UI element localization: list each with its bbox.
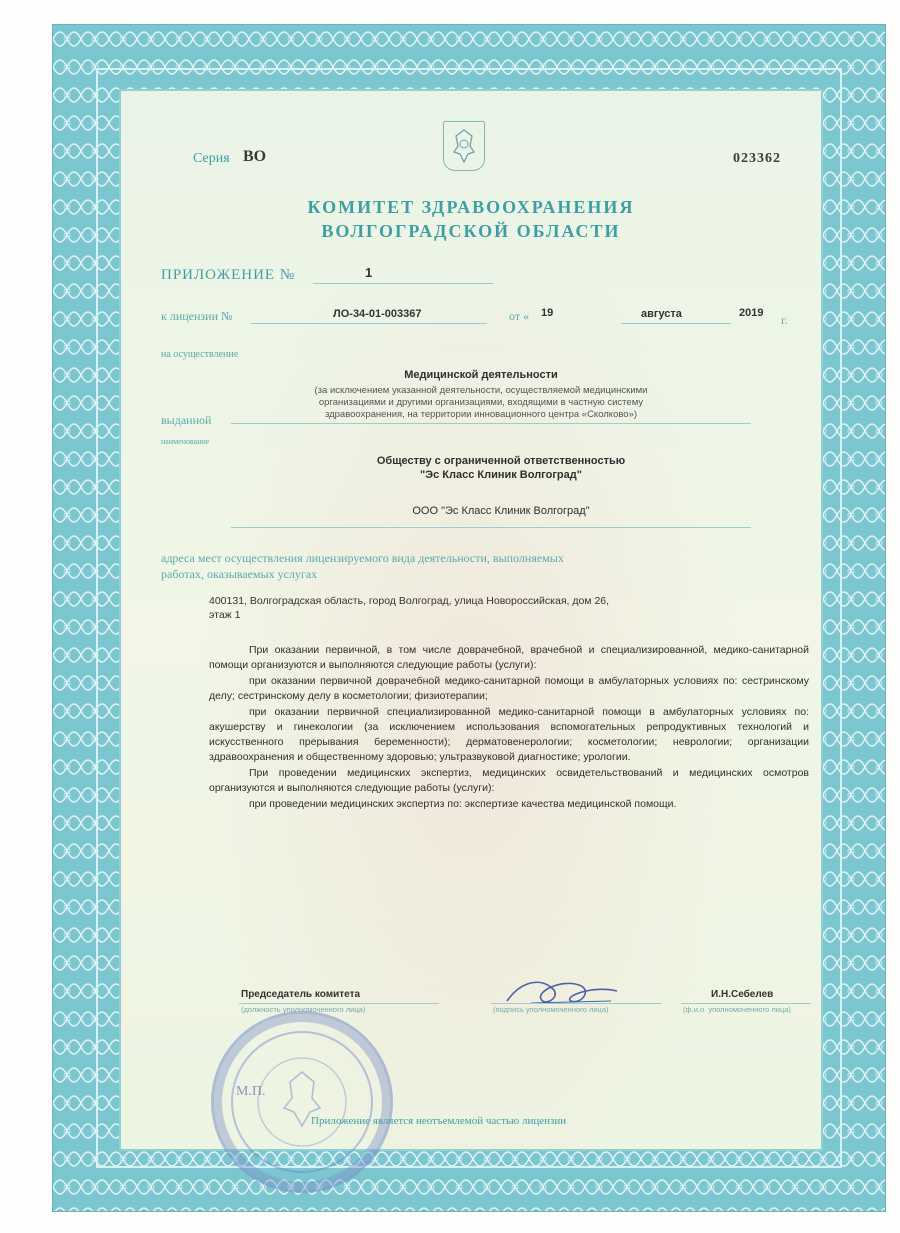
issuer-title-line2: ВОЛГОГРАДСКОЙ ОБЛАСТИ <box>321 221 621 241</box>
date-month: августа <box>641 308 682 320</box>
address-label-line2: работах, оказываемых услугах <box>161 567 318 581</box>
document-number: 023362 <box>733 151 781 166</box>
license-number: ЛО-34-01-003367 <box>333 308 422 320</box>
date-prefix: от « <box>509 309 530 323</box>
organization-name-line1: Обществу с ограниченной ответственностью <box>376 455 626 467</box>
signatory-title-line <box>239 1003 439 1004</box>
stamp-mark: М.П. <box>236 1084 266 1099</box>
issued-sublabel: наименование <box>161 437 210 446</box>
official-seal <box>211 1011 393 1193</box>
address-line1: 400131, Волгоградская область, город Волгоград, улица Новороссийская, дом 26, <box>209 595 610 607</box>
services-list <box>209 643 809 813</box>
signature-line <box>491 1003 661 1004</box>
signature-note: (подпись уполномоченного лица) <box>493 1005 609 1014</box>
organization-line <box>231 527 751 528</box>
services-paragraph: при оказании первичной специализированной медико-санитарной помощи в амбулаторных условиях по: акушерству и гинекологии (за исключением использования вспомогательных репродуктивных технологий и искусственного прерывания беременности); дерматовенерологии; косметологии; неврологии; организации здравоохранения и общественному здоровью; ультразвуковой диагностике; урологии. <box>209 706 809 763</box>
services-paragraph: При проведении медицинских экспертиз, медицинских освидетельствований и медицинских осмотров организуются и выполняются следующие работы (услуги): <box>209 767 809 794</box>
signatory-title: Председатель комитета <box>241 989 361 1000</box>
activity-note-line2: организациями и другими организациями, входящими в частную систему <box>318 397 644 408</box>
activity-note-line1: (за исключением указанной деятельности, осуществляемой медицинскими <box>314 385 648 396</box>
date-day: 19 <box>541 307 554 319</box>
activity-note-line3: здравоохранения, на территории инновационного центра «Сколково») <box>324 409 638 420</box>
date-year: 2019 <box>739 307 764 319</box>
signatory-title-note: (должность уполномоченного лица) <box>241 1005 366 1014</box>
organization-name-line2: "Эс Класс Клиник Волгоград" <box>420 469 582 481</box>
signatory-name-note: (ф.и.о. уполномоченного лица) <box>683 1005 791 1014</box>
date-month-line <box>621 323 731 324</box>
services-paragraph: при проведении медицинских экспертиз по: экспертизе качества медицинской помощи. <box>249 798 677 810</box>
issuer-title-line1: КОМИТЕТ ЗДРАВООХРАНЕНИЯ <box>307 197 635 217</box>
footer-note: Приложение является неотъемлемой частью лицензии <box>311 1115 567 1127</box>
license-label: к лицензии № <box>161 309 233 323</box>
serial-value: ВО <box>243 148 267 165</box>
address-label-line1: адреса мест осуществления лицензируемого вида деятельности, выполняемых <box>161 551 564 565</box>
coat-of-arms-icon <box>443 121 485 171</box>
license-line <box>251 323 487 324</box>
activity-title: Медицинской деятельности <box>404 369 558 381</box>
appendix-label: ПРИЛОЖЕНИЕ № <box>161 267 296 283</box>
organization-short-name: ООО "Эс Класс Клиник Волгоград" <box>412 505 590 517</box>
document-body <box>119 89 823 1151</box>
activity-label: на осуществление <box>161 349 239 360</box>
activity-line <box>231 423 751 424</box>
services-paragraph: при оказании первичной доврачебной медико-санитарной помощи в амбулаторных условиях по: сестринскому делу; сестринскому делу в косметологии; физиотерапии; <box>209 675 809 702</box>
license-sheet <box>52 24 886 1212</box>
date-suffix: г. <box>781 313 788 327</box>
address-line2: этаж 1 <box>209 609 241 621</box>
appendix-line <box>313 283 493 284</box>
signatory-name: И.Н.Себелев <box>711 989 774 1000</box>
appendix-number: 1 <box>365 265 373 280</box>
issued-label: выданной <box>161 413 212 427</box>
serial-label: Серия <box>193 151 230 166</box>
signatory-name-line <box>681 1003 811 1004</box>
services-paragraph: При оказании первичной, в том числе доврачебной, врачебной и специализированной, медико-санитарной помощи организуются и выполняются следующие работы (услуги): <box>209 644 809 671</box>
